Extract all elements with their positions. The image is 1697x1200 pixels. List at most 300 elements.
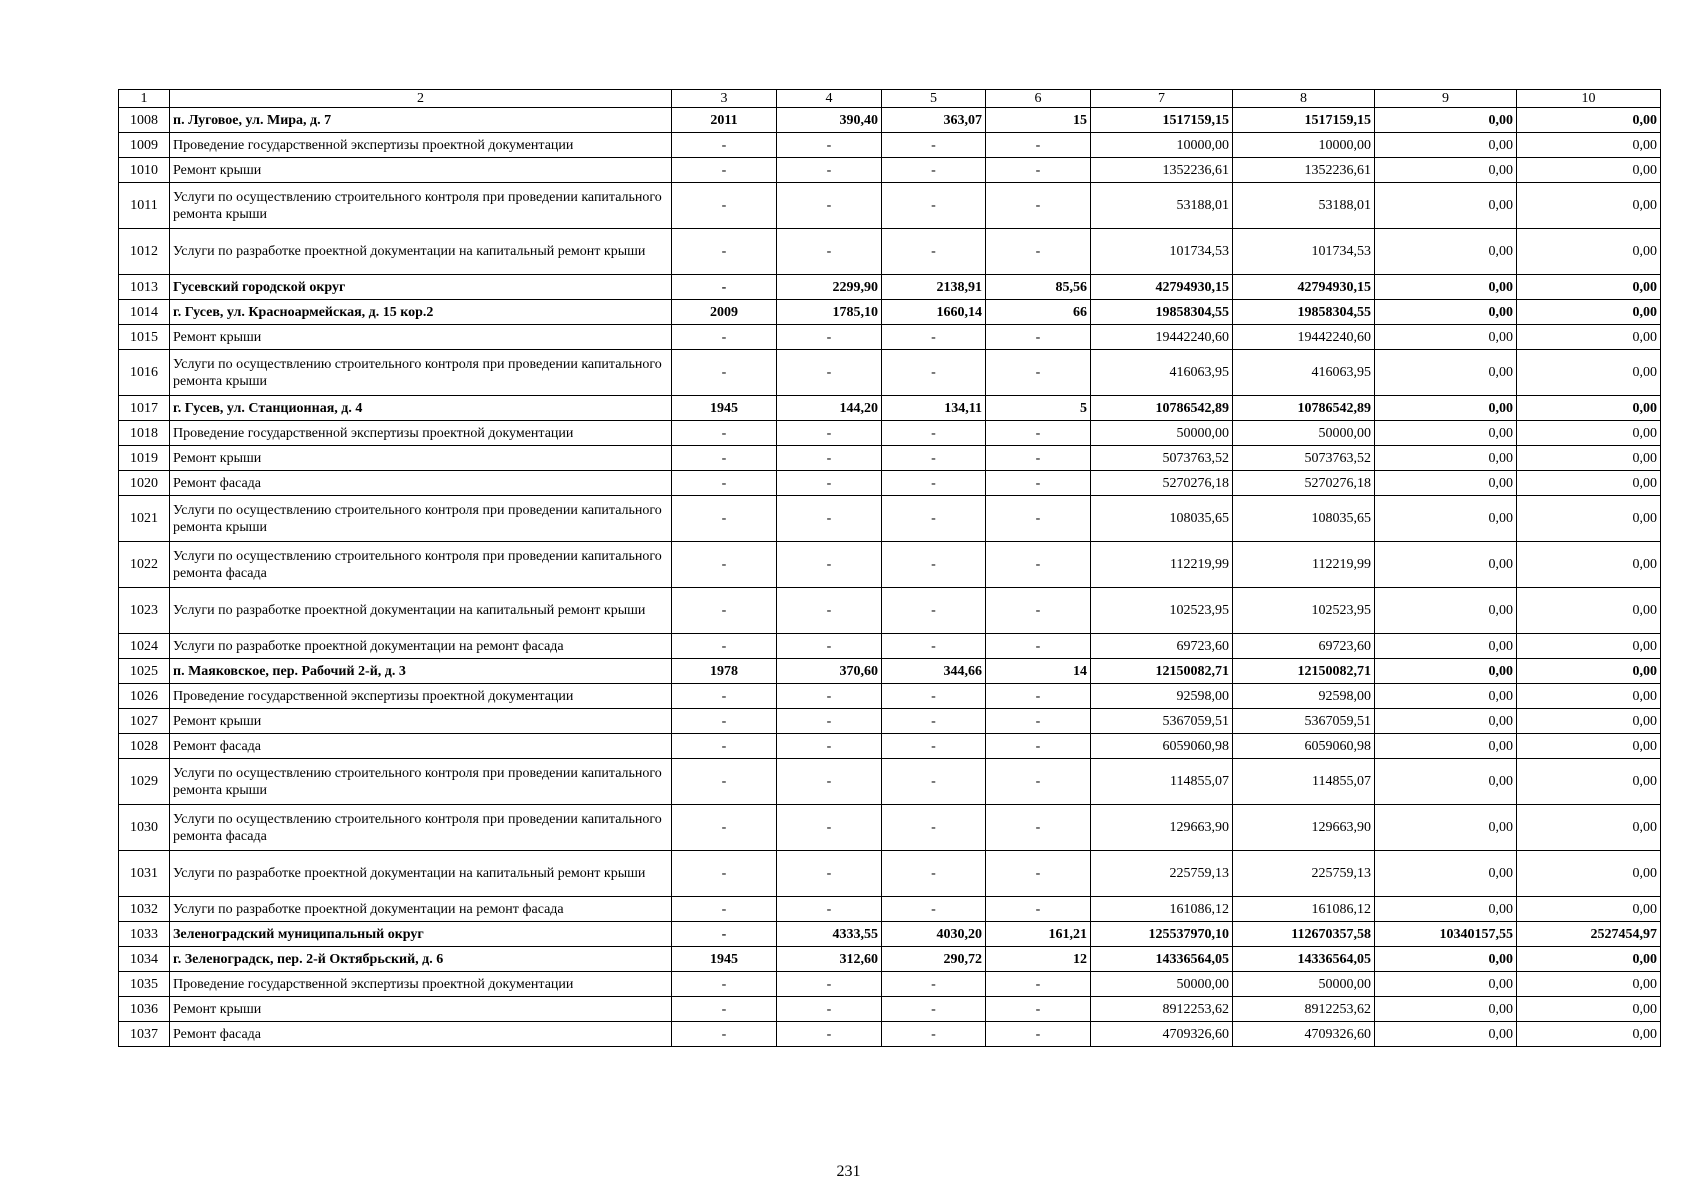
amount-cell: 19442240,60: [1233, 325, 1375, 350]
amount-cell: 161086,12: [1091, 897, 1233, 922]
year-cell: -: [672, 588, 777, 634]
amount-cell: 4709326,60: [1091, 1022, 1233, 1047]
value-cell: 85,56: [986, 275, 1091, 300]
value-cell: -: [882, 897, 986, 922]
item-name: Ремонт фасада: [170, 734, 672, 759]
table-row: [119, 275, 1661, 300]
value-cell: 4333,55: [777, 922, 882, 947]
value-cell: -: [882, 851, 986, 897]
amount-cell: 10786542,89: [1233, 396, 1375, 421]
amount-cell: 0,00: [1517, 542, 1661, 588]
value-cell: -: [986, 446, 1091, 471]
column-number-row: [119, 90, 1661, 108]
column-number: 8: [1233, 90, 1375, 108]
value-cell: 144,20: [777, 396, 882, 421]
year-cell: -: [672, 542, 777, 588]
row-number: 1031: [119, 851, 170, 897]
amount-cell: 10000,00: [1233, 133, 1375, 158]
amount-cell: 6059060,98: [1233, 734, 1375, 759]
value-cell: -: [777, 759, 882, 805]
value-cell: -: [777, 421, 882, 446]
amount-cell: 0,00: [1517, 133, 1661, 158]
value-cell: -: [882, 759, 986, 805]
value-cell: 4030,20: [882, 922, 986, 947]
value-cell: 14: [986, 659, 1091, 684]
value-cell: 344,66: [882, 659, 986, 684]
year-cell: -: [672, 759, 777, 805]
amount-cell: 0,00: [1517, 471, 1661, 496]
value-cell: -: [986, 634, 1091, 659]
amount-cell: 0,00: [1375, 947, 1517, 972]
year-cell: 1945: [672, 947, 777, 972]
table-row: [119, 851, 1661, 897]
item-name: Гусевский городской округ: [170, 275, 672, 300]
amount-cell: 50000,00: [1091, 421, 1233, 446]
amount-cell: 0,00: [1517, 300, 1661, 325]
row-number: 1024: [119, 634, 170, 659]
amount-cell: 0,00: [1375, 325, 1517, 350]
amount-cell: 0,00: [1375, 133, 1517, 158]
value-cell: 66: [986, 300, 1091, 325]
table-row: [119, 542, 1661, 588]
value-cell: 15: [986, 108, 1091, 133]
table-row: [119, 709, 1661, 734]
value-cell: -: [986, 972, 1091, 997]
value-cell: -: [777, 350, 882, 396]
item-name: Услуги по осуществлению строительного контроля при проведении капитального ремонта крыши: [170, 183, 672, 229]
value-cell: -: [777, 496, 882, 542]
value-cell: 2138,91: [882, 275, 986, 300]
year-cell: -: [672, 634, 777, 659]
amount-cell: 108035,65: [1091, 496, 1233, 542]
row-number: 1036: [119, 997, 170, 1022]
value-cell: -: [777, 805, 882, 851]
year-cell: -: [672, 421, 777, 446]
amount-cell: 5073763,52: [1233, 446, 1375, 471]
amount-cell: 10786542,89: [1091, 396, 1233, 421]
item-name: Ремонт фасада: [170, 1022, 672, 1047]
table-row: [119, 634, 1661, 659]
value-cell: 370,60: [777, 659, 882, 684]
value-cell: -: [986, 350, 1091, 396]
year-cell: -: [672, 922, 777, 947]
value-cell: -: [986, 133, 1091, 158]
amount-cell: 108035,65: [1233, 496, 1375, 542]
amount-cell: 1517159,15: [1233, 108, 1375, 133]
value-cell: -: [882, 325, 986, 350]
amount-cell: 0,00: [1375, 659, 1517, 684]
amount-cell: 0,00: [1375, 183, 1517, 229]
amount-cell: 101734,53: [1091, 229, 1233, 275]
item-name: Ремонт крыши: [170, 158, 672, 183]
amount-cell: 2527454,97: [1517, 922, 1661, 947]
value-cell: -: [986, 588, 1091, 634]
amount-cell: 0,00: [1375, 350, 1517, 396]
amount-cell: 12150082,71: [1091, 659, 1233, 684]
value-cell: 312,60: [777, 947, 882, 972]
table-row: [119, 684, 1661, 709]
value-cell: -: [986, 183, 1091, 229]
item-name: Зеленоградский муниципальный округ: [170, 922, 672, 947]
row-number: 1010: [119, 158, 170, 183]
amount-cell: 0,00: [1517, 659, 1661, 684]
value-cell: -: [777, 634, 882, 659]
value-cell: -: [882, 446, 986, 471]
year-cell: -: [672, 158, 777, 183]
amount-cell: 0,00: [1517, 734, 1661, 759]
value-cell: -: [986, 421, 1091, 446]
amount-cell: 0,00: [1517, 709, 1661, 734]
item-name: Услуги по разработке проектной документации на капитальный ремонт крыши: [170, 588, 672, 634]
amount-cell: 5270276,18: [1233, 471, 1375, 496]
amount-cell: 112219,99: [1233, 542, 1375, 588]
item-name: г. Гусев, ул. Красноармейская, д. 15 кор.2: [170, 300, 672, 325]
table-row: [119, 396, 1661, 421]
value-cell: -: [882, 709, 986, 734]
value-cell: -: [986, 851, 1091, 897]
row-number: 1029: [119, 759, 170, 805]
amount-cell: 50000,00: [1233, 972, 1375, 997]
amount-cell: 0,00: [1375, 421, 1517, 446]
column-number: 1: [119, 90, 170, 108]
item-name: Проведение государственной экспертизы проектной документации: [170, 421, 672, 446]
value-cell: -: [986, 229, 1091, 275]
value-cell: -: [882, 805, 986, 851]
table-row: [119, 421, 1661, 446]
year-cell: -: [672, 1022, 777, 1047]
value-cell: -: [777, 851, 882, 897]
year-cell: -: [672, 805, 777, 851]
value-cell: -: [777, 709, 882, 734]
table-row: [119, 158, 1661, 183]
amount-cell: 0,00: [1375, 851, 1517, 897]
amount-cell: 0,00: [1517, 972, 1661, 997]
value-cell: 1785,10: [777, 300, 882, 325]
row-number: 1037: [119, 1022, 170, 1047]
amount-cell: 53188,01: [1091, 183, 1233, 229]
row-number: 1019: [119, 446, 170, 471]
column-number: 6: [986, 90, 1091, 108]
amount-cell: 0,00: [1375, 972, 1517, 997]
year-cell: -: [672, 446, 777, 471]
amount-cell: 0,00: [1375, 634, 1517, 659]
amount-cell: 161086,12: [1233, 897, 1375, 922]
value-cell: 12: [986, 947, 1091, 972]
table-row: [119, 133, 1661, 158]
item-name: п. Луговое, ул. Мира, д. 7: [170, 108, 672, 133]
table-row: [119, 496, 1661, 542]
table-row: [119, 471, 1661, 496]
value-cell: -: [882, 158, 986, 183]
table-row: [119, 897, 1661, 922]
year-cell: -: [672, 972, 777, 997]
amount-cell: 53188,01: [1233, 183, 1375, 229]
budget-table: [118, 89, 1661, 1047]
item-name: Услуги по разработке проектной документации на ремонт фасада: [170, 634, 672, 659]
value-cell: -: [986, 684, 1091, 709]
value-cell: 390,40: [777, 108, 882, 133]
row-number: 1021: [119, 496, 170, 542]
value-cell: -: [986, 897, 1091, 922]
amount-cell: 125537970,10: [1091, 922, 1233, 947]
item-name: Ремонт крыши: [170, 997, 672, 1022]
row-number: 1034: [119, 947, 170, 972]
row-number: 1011: [119, 183, 170, 229]
value-cell: 363,07: [882, 108, 986, 133]
amount-cell: 19858304,55: [1233, 300, 1375, 325]
year-cell: -: [672, 851, 777, 897]
item-name: Услуги по осуществлению строительного контроля при проведении капитального ремонта крыши: [170, 496, 672, 542]
amount-cell: 0,00: [1375, 759, 1517, 805]
table-row: [119, 350, 1661, 396]
column-number: 3: [672, 90, 777, 108]
amount-cell: 225759,13: [1091, 851, 1233, 897]
value-cell: -: [986, 759, 1091, 805]
value-cell: -: [986, 496, 1091, 542]
value-cell: -: [777, 133, 882, 158]
column-number: 9: [1375, 90, 1517, 108]
column-number: 10: [1517, 90, 1661, 108]
amount-cell: 92598,00: [1233, 684, 1375, 709]
row-number: 1027: [119, 709, 170, 734]
value-cell: -: [777, 897, 882, 922]
amount-cell: 0,00: [1517, 851, 1661, 897]
amount-cell: 102523,95: [1233, 588, 1375, 634]
row-number: 1014: [119, 300, 170, 325]
value-cell: 2299,90: [777, 275, 882, 300]
amount-cell: 1352236,61: [1233, 158, 1375, 183]
year-cell: -: [672, 496, 777, 542]
value-cell: -: [882, 133, 986, 158]
amount-cell: 8912253,62: [1233, 997, 1375, 1022]
amount-cell: 114855,07: [1091, 759, 1233, 805]
amount-cell: 0,00: [1517, 108, 1661, 133]
amount-cell: 5367059,51: [1091, 709, 1233, 734]
row-number: 1015: [119, 325, 170, 350]
item-name: Услуги по осуществлению строительного контроля при проведении капитального ремонта фасада: [170, 542, 672, 588]
amount-cell: 0,00: [1517, 496, 1661, 542]
value-cell: -: [986, 709, 1091, 734]
item-name: Услуги по осуществлению строительного контроля при проведении капитального ремонта фасада: [170, 805, 672, 851]
table-row: [119, 759, 1661, 805]
amount-cell: 19858304,55: [1091, 300, 1233, 325]
amount-cell: 101734,53: [1233, 229, 1375, 275]
column-number: 2: [170, 90, 672, 108]
amount-cell: 14336564,05: [1091, 947, 1233, 972]
amount-cell: 0,00: [1375, 805, 1517, 851]
amount-cell: 0,00: [1517, 350, 1661, 396]
amount-cell: 5073763,52: [1091, 446, 1233, 471]
column-number: 4: [777, 90, 882, 108]
amount-cell: 10340157,55: [1375, 922, 1517, 947]
row-number: 1028: [119, 734, 170, 759]
amount-cell: 416063,95: [1233, 350, 1375, 396]
amount-cell: 1352236,61: [1091, 158, 1233, 183]
year-cell: 1945: [672, 396, 777, 421]
value-cell: -: [986, 805, 1091, 851]
value-cell: -: [777, 229, 882, 275]
table-row: [119, 805, 1661, 851]
amount-cell: 0,00: [1375, 1022, 1517, 1047]
year-cell: -: [672, 997, 777, 1022]
value-cell: 5: [986, 396, 1091, 421]
year-cell: 2011: [672, 108, 777, 133]
item-name: Ремонт крыши: [170, 446, 672, 471]
value-cell: -: [882, 634, 986, 659]
row-number: 1018: [119, 421, 170, 446]
item-name: Проведение государственной экспертизы проектной документации: [170, 133, 672, 158]
amount-cell: 42794930,15: [1091, 275, 1233, 300]
value-cell: -: [882, 350, 986, 396]
row-number: 1008: [119, 108, 170, 133]
amount-cell: 0,00: [1517, 684, 1661, 709]
amount-cell: 0,00: [1517, 421, 1661, 446]
row-number: 1033: [119, 922, 170, 947]
value-cell: -: [986, 471, 1091, 496]
value-cell: -: [777, 588, 882, 634]
row-number: 1016: [119, 350, 170, 396]
year-cell: 2009: [672, 300, 777, 325]
value-cell: -: [777, 997, 882, 1022]
value-cell: -: [986, 325, 1091, 350]
amount-cell: 114855,07: [1233, 759, 1375, 805]
amount-cell: 0,00: [1517, 805, 1661, 851]
table-row: [119, 108, 1661, 133]
amount-cell: 0,00: [1517, 897, 1661, 922]
amount-cell: 0,00: [1517, 759, 1661, 805]
amount-cell: 0,00: [1517, 947, 1661, 972]
amount-cell: 0,00: [1375, 158, 1517, 183]
amount-cell: 0,00: [1517, 183, 1661, 229]
amount-cell: 12150082,71: [1233, 659, 1375, 684]
value-cell: -: [777, 734, 882, 759]
item-name: Услуги по разработке проектной документации на капитальный ремонт крыши: [170, 851, 672, 897]
amount-cell: 416063,95: [1091, 350, 1233, 396]
amount-cell: 0,00: [1517, 588, 1661, 634]
amount-cell: 225759,13: [1233, 851, 1375, 897]
amount-cell: 19442240,60: [1091, 325, 1233, 350]
page-number: 231: [836, 1163, 861, 1180]
row-number: 1025: [119, 659, 170, 684]
amount-cell: 0,00: [1517, 446, 1661, 471]
table-row: [119, 183, 1661, 229]
amount-cell: 0,00: [1375, 709, 1517, 734]
amount-cell: 69723,60: [1233, 634, 1375, 659]
row-number: 1012: [119, 229, 170, 275]
table-row: [119, 588, 1661, 634]
row-number: 1013: [119, 275, 170, 300]
amount-cell: 0,00: [1375, 684, 1517, 709]
amount-cell: 4709326,60: [1233, 1022, 1375, 1047]
amount-cell: 0,00: [1517, 1022, 1661, 1047]
table-row: [119, 300, 1661, 325]
table-row: [119, 997, 1661, 1022]
value-cell: -: [777, 471, 882, 496]
row-number: 1026: [119, 684, 170, 709]
amount-cell: 42794930,15: [1233, 275, 1375, 300]
year-cell: -: [672, 471, 777, 496]
item-name: Ремонт крыши: [170, 325, 672, 350]
value-cell: -: [882, 496, 986, 542]
item-name: Услуги по осуществлению строительного контроля при проведении капитального ремонта крыши: [170, 350, 672, 396]
year-cell: -: [672, 709, 777, 734]
year-cell: -: [672, 275, 777, 300]
amount-cell: 0,00: [1375, 588, 1517, 634]
table-row: [119, 734, 1661, 759]
value-cell: -: [777, 542, 882, 588]
table-row: [119, 922, 1661, 947]
value-cell: -: [882, 734, 986, 759]
amount-cell: 0,00: [1517, 634, 1661, 659]
table-row: [119, 1022, 1661, 1047]
amount-cell: 0,00: [1375, 396, 1517, 421]
item-name: Услуги по осуществлению строительного контроля при проведении капитального ремонта крыши: [170, 759, 672, 805]
value-cell: -: [882, 542, 986, 588]
amount-cell: 0,00: [1375, 446, 1517, 471]
amount-cell: 129663,90: [1091, 805, 1233, 851]
amount-cell: 50000,00: [1091, 972, 1233, 997]
year-cell: -: [672, 183, 777, 229]
amount-cell: 0,00: [1517, 396, 1661, 421]
item-name: Ремонт крыши: [170, 709, 672, 734]
value-cell: -: [986, 542, 1091, 588]
value-cell: 134,11: [882, 396, 986, 421]
value-cell: -: [777, 972, 882, 997]
amount-cell: 129663,90: [1233, 805, 1375, 851]
amount-cell: 0,00: [1517, 229, 1661, 275]
year-cell: -: [672, 897, 777, 922]
value-cell: -: [777, 1022, 882, 1047]
column-number: 7: [1091, 90, 1233, 108]
table-row: [119, 947, 1661, 972]
value-cell: -: [777, 158, 882, 183]
value-cell: 1660,14: [882, 300, 986, 325]
table-row: [119, 229, 1661, 275]
value-cell: -: [882, 229, 986, 275]
amount-cell: 112670357,58: [1233, 922, 1375, 947]
value-cell: 161,21: [986, 922, 1091, 947]
amount-cell: 1517159,15: [1091, 108, 1233, 133]
value-cell: -: [882, 1022, 986, 1047]
table-row: [119, 446, 1661, 471]
row-number: 1030: [119, 805, 170, 851]
amount-cell: 0,00: [1375, 108, 1517, 133]
year-cell: -: [672, 350, 777, 396]
value-cell: -: [986, 1022, 1091, 1047]
value-cell: -: [777, 446, 882, 471]
amount-cell: 6059060,98: [1091, 734, 1233, 759]
amount-cell: 0,00: [1375, 229, 1517, 275]
value-cell: -: [882, 471, 986, 496]
value-cell: -: [882, 997, 986, 1022]
amount-cell: 0,00: [1375, 496, 1517, 542]
table-row: [119, 972, 1661, 997]
amount-cell: 0,00: [1375, 734, 1517, 759]
item-name: Услуги по разработке проектной документации на капитальный ремонт крыши: [170, 229, 672, 275]
amount-cell: 14336564,05: [1233, 947, 1375, 972]
value-cell: -: [986, 158, 1091, 183]
row-number: 1035: [119, 972, 170, 997]
amount-cell: 0,00: [1375, 471, 1517, 496]
amount-cell: 102523,95: [1091, 588, 1233, 634]
row-number: 1022: [119, 542, 170, 588]
value-cell: -: [882, 684, 986, 709]
amount-cell: 0,00: [1517, 997, 1661, 1022]
amount-cell: 10000,00: [1091, 133, 1233, 158]
amount-cell: 0,00: [1517, 158, 1661, 183]
item-name: Проведение государственной экспертизы проектной документации: [170, 972, 672, 997]
amount-cell: 0,00: [1375, 300, 1517, 325]
